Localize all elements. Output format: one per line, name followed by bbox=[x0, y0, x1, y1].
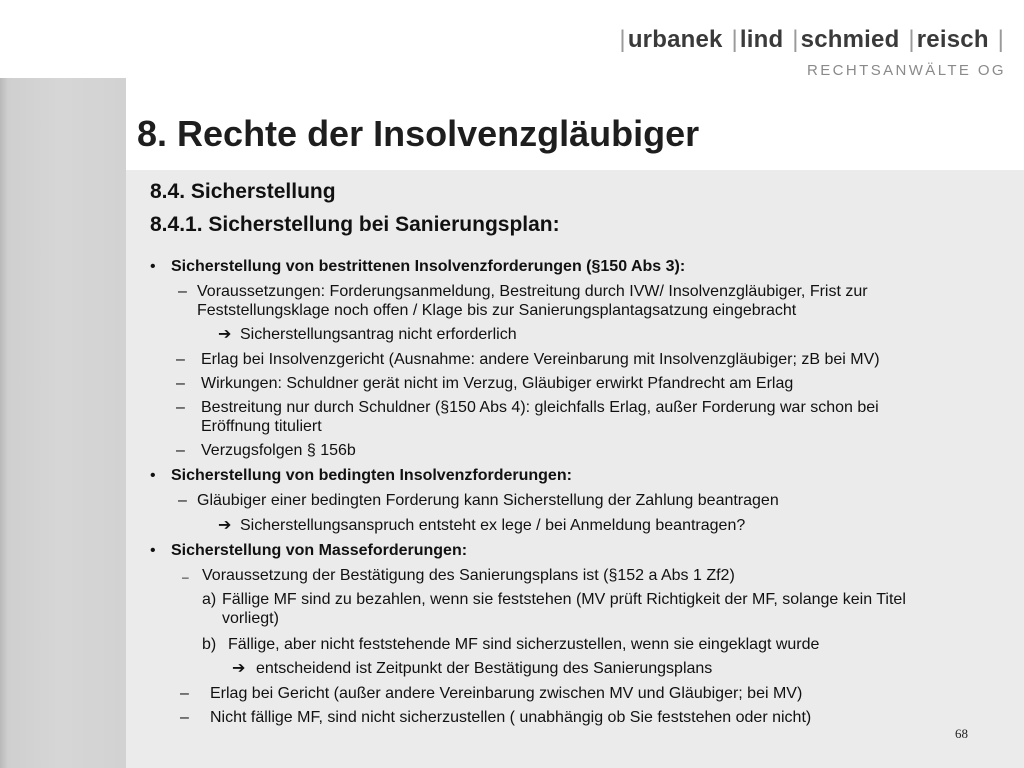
dash-marker: – bbox=[178, 283, 187, 300]
logo-name-3: schmied bbox=[800, 26, 900, 53]
list-item-text: Eröffnung tituliert bbox=[201, 418, 322, 435]
list-item-text: Erlag bei Gericht (außer andere Vereinbarung zwischen MV und Gläubiger; bei MV) bbox=[210, 685, 803, 702]
arrow-item-text: Sicherstellungsantrag nicht erforderlich bbox=[240, 326, 517, 343]
section-heading: 8.4. Sicherstellung bbox=[150, 180, 336, 203]
firm-logo-names bbox=[617, 26, 1006, 54]
list-item-text: Feststellungsklage noch offen / Klage bis zur Sanierungsplantagsatzung eingebracht bbox=[197, 302, 797, 319]
list-item-text: Erlag bei Insolvenzgericht (Ausnahme: andere Vereinbarung mit Insolvenzgläubiger; zB bei MV) bbox=[201, 351, 880, 368]
list-item-text: Fällige MF sind zu bezahlen, wenn sie feststehen (MV prüft Richtigkeit der MF, solange kein Titel bbox=[222, 591, 906, 608]
logo-separator: | bbox=[619, 26, 626, 53]
logo-separator: | bbox=[731, 26, 738, 53]
firm-logo-subtitle: RECHTSANWÄLTE OG bbox=[807, 62, 1006, 79]
bullet-marker: • bbox=[150, 258, 156, 275]
logo-name-4: reisch bbox=[916, 26, 989, 53]
list-item-text: Voraussetzungen: Forderungsanmeldung, Bestreitung durch IVW/ Insolvenzgläubiger, Frist zur bbox=[197, 283, 868, 300]
bullet-heading-masseforderungen: Sicherstellung von Masseforderungen: bbox=[171, 542, 468, 559]
slide-title: 8. Rechte der Insolvenzgläubiger bbox=[137, 113, 700, 154]
bullet-heading-bedingte: Sicherstellung von bedingten Insolvenzforderungen: bbox=[171, 467, 572, 484]
subsection-heading: 8.4.1. Sicherstellung bei Sanierungsplan: bbox=[150, 213, 560, 236]
list-item-text: Gläubiger einer bedingten Forderung kann Sicherstellung der Zahlung beantragen bbox=[197, 492, 779, 509]
arrow-item-text: entscheidend ist Zeitpunkt der Bestätigung des Sanierungsplans bbox=[256, 660, 713, 677]
list-item-text: Voraussetzung der Bestätigung des Sanierungsplans ist (§152 a Abs 1 Zf2) bbox=[202, 567, 735, 584]
list-item-text: Verzugsfolgen § 156b bbox=[201, 442, 356, 459]
page-number: 68 bbox=[955, 726, 968, 741]
dash-marker: – bbox=[176, 351, 185, 368]
logo-separator: | bbox=[997, 26, 1004, 53]
list-item-text: Bestreitung nur durch Schuldner (§150 Abs 4): gleichfalls Erlag, außer Forderung war schon bei bbox=[201, 399, 879, 416]
bullet-marker: • bbox=[150, 542, 156, 559]
dash-marker: – bbox=[176, 375, 185, 392]
enum-marker-a: a) bbox=[202, 591, 217, 608]
arrow-icon: ➔ bbox=[232, 660, 246, 677]
logo-separator: | bbox=[908, 26, 915, 53]
dash-marker: – bbox=[180, 709, 189, 726]
arrow-icon: ➔ bbox=[218, 326, 232, 343]
left-decorative-strip bbox=[0, 78, 126, 768]
dash-marker: – bbox=[180, 685, 189, 702]
dash-marker: – bbox=[178, 492, 187, 509]
bullet-heading-bestrittene: Sicherstellung von bestrittenen Insolvenzforderungen (§150 Abs 3): bbox=[171, 258, 686, 275]
logo-separator: | bbox=[792, 26, 799, 53]
list-item-text: Fällige, aber nicht feststehende MF sind sicherzustellen, wenn sie eingeklagt wurde bbox=[228, 636, 820, 653]
dash-marker: – bbox=[182, 570, 189, 584]
logo-name-2: lind bbox=[739, 26, 784, 53]
arrow-item-text: Sicherstellungsanspruch entsteht ex lege / bei Anmeldung beantragen? bbox=[240, 517, 746, 534]
list-item-text: Nicht fällige MF, sind nicht sicherzustellen ( unabhängig ob Sie feststehen oder nicht) bbox=[210, 709, 812, 726]
enum-marker-b: b) bbox=[202, 636, 217, 653]
dash-marker: – bbox=[176, 399, 185, 416]
arrow-icon: ➔ bbox=[218, 517, 232, 534]
list-item-text: vorliegt) bbox=[222, 610, 279, 627]
logo-name-1: urbanek bbox=[627, 26, 723, 53]
dash-marker: – bbox=[176, 442, 185, 459]
list-item-text: Wirkungen: Schuldner gerät nicht im Verzug, Gläubiger erwirkt Pfandrecht am Erlag bbox=[201, 375, 794, 392]
bullet-marker: • bbox=[150, 467, 156, 484]
firm-logo bbox=[617, 26, 1006, 79]
